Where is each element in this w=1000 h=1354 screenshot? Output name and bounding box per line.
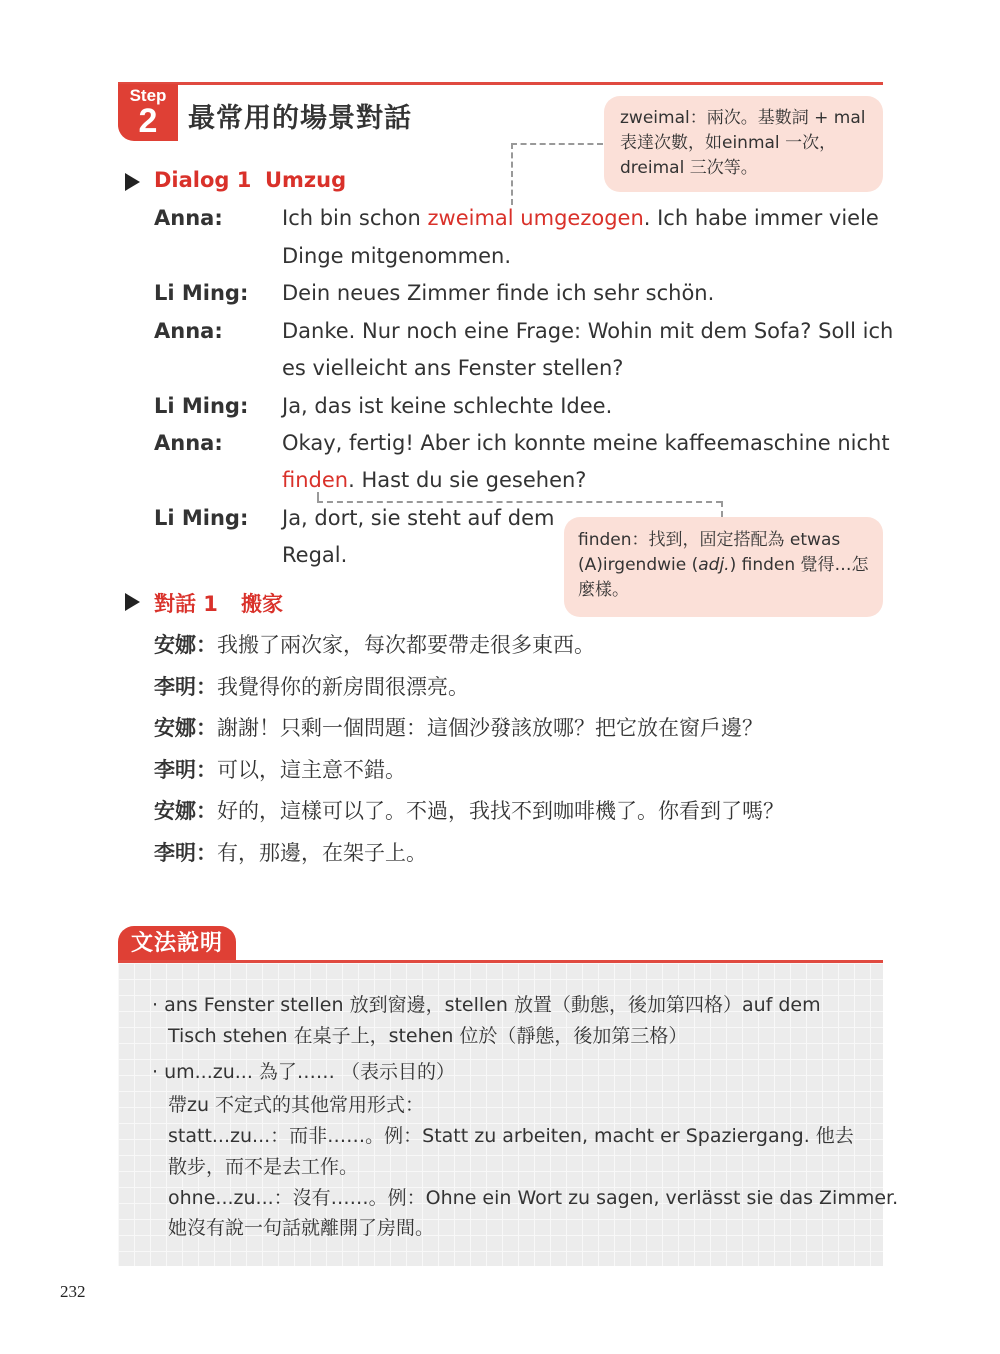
dialog-de-heading bbox=[154, 168, 251, 192]
grammar-line: 她沒有說一句話就離開了房間。 bbox=[168, 1217, 435, 1239]
note-text: ：找到，固定搭配為 etwas bbox=[631, 530, 841, 550]
dialog-zh-topic: 搬家 bbox=[241, 592, 283, 616]
speaker-label: 李明： bbox=[154, 841, 217, 865]
grammar-line: statt...zu...：而非……。例：Statt zu arbeiten, macht er Spaziergang. 他去 bbox=[168, 1125, 854, 1147]
note-text: ) finden 覺得…怎 bbox=[729, 555, 869, 575]
translation-line bbox=[154, 671, 469, 701]
speaker-label: Anna: bbox=[154, 206, 223, 230]
dialog-label: Dialog 1 bbox=[154, 168, 252, 192]
dialog-line: es vielleicht ans Fenster stellen? bbox=[282, 356, 624, 380]
translation-line bbox=[154, 795, 784, 825]
line-text: 我覺得你的新房間很漂亮。 bbox=[217, 675, 469, 699]
note-connector-finden-v2 bbox=[721, 501, 723, 517]
speaker-label: 李明： bbox=[154, 675, 217, 699]
speaker-label: Li Ming: bbox=[154, 506, 249, 530]
line-text: . Ich habe immer viele bbox=[643, 206, 879, 230]
note-abbrev: adj. bbox=[698, 555, 730, 575]
dialog-line: Ja, dort, sie steht auf dem bbox=[282, 506, 555, 530]
grammar-line: ‧ um...zu... 為了…… （表示目的） bbox=[152, 1061, 455, 1083]
dialog-de-topic: Umzug bbox=[265, 168, 347, 192]
dialog-line: Ja, das ist keine schlechte Idee. bbox=[282, 394, 613, 418]
dialog-line bbox=[282, 468, 586, 492]
note-line bbox=[578, 553, 871, 578]
translation-line bbox=[154, 629, 595, 659]
grammar-title: 文法說明 bbox=[118, 926, 236, 962]
note-text: (A)irgendwie ( bbox=[578, 555, 699, 575]
grammar-line: 帶zu 不定式的其他常用形式： bbox=[168, 1094, 425, 1116]
speaker-label: Li Ming: bbox=[154, 281, 249, 305]
page-number: 232 bbox=[60, 1282, 86, 1301]
speaker-label: Anna: bbox=[154, 431, 223, 455]
note-line bbox=[578, 528, 871, 553]
grammar-line: Tisch stehen 在桌子上，stehen 位於（靜態，後加第三格） bbox=[168, 1025, 688, 1047]
vocab-note-zweimal bbox=[604, 96, 883, 192]
line-text: . Hast du sie gesehen? bbox=[348, 468, 587, 492]
dialog-line: Regal. bbox=[282, 543, 348, 567]
line-text: 我搬了兩次家，每次都要帶走很多東西。 bbox=[217, 633, 595, 657]
translation-line bbox=[154, 712, 763, 742]
dialog-line bbox=[282, 206, 879, 230]
highlight-text: finden bbox=[282, 468, 349, 492]
note-text: 一次， bbox=[779, 133, 837, 153]
note-term: einmal bbox=[722, 133, 780, 153]
note-term: dreimal bbox=[620, 158, 685, 178]
dialog-line: Danke. Nur noch eine Frage: Wohin mit dem Sofa? Soll ich bbox=[282, 319, 894, 343]
grammar-line: ohne...zu...：沒有……。例：Ohne ein Wort zu sagen, verlässt sie das Zimmer. bbox=[168, 1187, 899, 1209]
translation-line bbox=[154, 754, 406, 784]
note-term: zweimal bbox=[620, 108, 690, 128]
note-connector-zweimal-h bbox=[511, 143, 603, 145]
header-rule bbox=[118, 82, 883, 85]
note-connector-finden-h bbox=[317, 501, 722, 503]
dialog-line: Dinge mitgenommen. bbox=[282, 244, 511, 268]
note-line bbox=[620, 106, 869, 131]
speaker-label: Li Ming: bbox=[154, 394, 249, 418]
note-connector-zweimal-v bbox=[511, 143, 513, 205]
dialog-zh-heading: 對話 1 bbox=[154, 592, 218, 616]
note-text: 三次等。 bbox=[684, 158, 758, 178]
note-line: 麼樣。 bbox=[578, 580, 629, 600]
speaker-label: Anna: bbox=[154, 319, 223, 343]
speaker-label: 安娜： bbox=[154, 716, 217, 740]
triangle-bullet-icon bbox=[125, 593, 140, 611]
step-word: Step bbox=[129, 86, 167, 105]
speaker-label: 安娜： bbox=[154, 799, 217, 823]
section-title: 最常用的場景對話 bbox=[188, 103, 412, 134]
note-line bbox=[620, 156, 869, 181]
line-text: Ich bin schon bbox=[282, 206, 428, 230]
line-text: 可以，這主意不錯。 bbox=[217, 758, 406, 782]
speaker-label: 李明： bbox=[154, 758, 217, 782]
step-badge bbox=[118, 84, 178, 141]
note-term: finden bbox=[578, 530, 632, 550]
dialog-line: Dein neues Zimmer finde ich sehr schön. bbox=[282, 281, 715, 305]
vocab-note-finden bbox=[564, 517, 883, 617]
line-text: 有，那邊，在架子上。 bbox=[217, 841, 427, 865]
dialog-line: Okay, fertig! Aber ich konnte meine kaffeemaschine nicht bbox=[282, 431, 890, 455]
speaker-label: 安娜： bbox=[154, 633, 217, 657]
step-number: 2 bbox=[138, 102, 158, 140]
grammar-line: ‧ ans Fenster stellen 放到窗邊，stellen 放置（動態，後加第四格）auf dem bbox=[152, 994, 821, 1016]
note-text: 表達次數，如 bbox=[620, 133, 722, 153]
line-text: 好的，這樣可以了。不過，我找不到咖啡機了。你看到了嗎？ bbox=[217, 799, 784, 823]
triangle-bullet-icon bbox=[125, 173, 140, 191]
line-text: 謝謝！只剩一個問題：這個沙發該放哪？把它放在窗戶邊？ bbox=[217, 716, 763, 740]
note-text: ：兩次。基數詞 + mal bbox=[689, 108, 866, 128]
grammar-line: 散步，而不是去工作。 bbox=[168, 1156, 359, 1178]
note-line bbox=[620, 131, 869, 156]
translation-line bbox=[154, 837, 427, 867]
highlight-text: zweimal umgezogen bbox=[427, 206, 644, 230]
